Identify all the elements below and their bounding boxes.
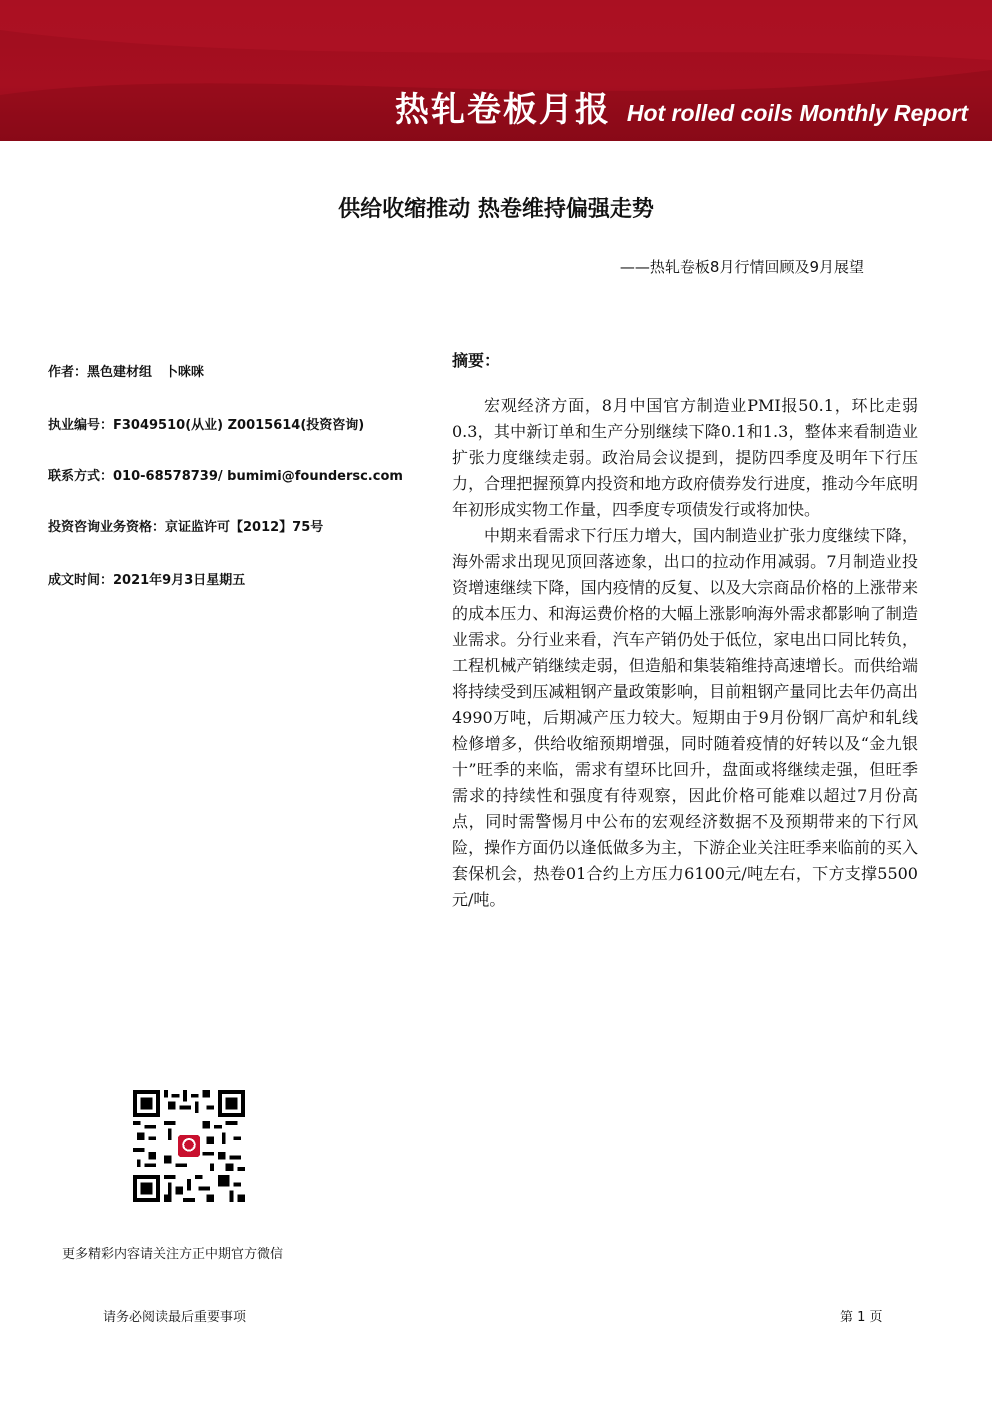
abstract-paragraph: 宏观经济方面，8月中国官方制造业PMI报50.1，环比走弱0.3，其中新订单和生产分别继续下降0.1和1.3，整体来看制造业扩张力度继续走弱。政治局会议提到，提防四季度及明年下行压力，合理把握预算内投资和地方政府债券发行进度，推动今年底明年初形成实物工作量，四季度专项债发行或将加快。 <box>452 396 918 519</box>
banner-title <box>395 82 968 131</box>
footer-notice: 请务必阅读最后重要事项 <box>103 1310 247 1325</box>
abstract-body <box>452 393 918 913</box>
report-subtitle: ——热轧卷板8月行情回顾及9月展望 <box>619 258 864 276</box>
qr-caption: 更多精彩内容请关注方正中期官方微信 <box>62 1247 284 1262</box>
report-title: 供给收缩推动 热卷维持偏强走势 <box>338 197 654 222</box>
author-line: 作者：黑色建材组 卜咪咪 <box>48 365 205 380</box>
publish-date: 成文时间：2021年9月3日星期五 <box>48 573 246 588</box>
license-number: 执业编号：F3049510(从业) Z0015614(投资咨询) <box>48 418 365 433</box>
report-series-title-en: Hot rolled coils Monthly Report <box>626 100 968 126</box>
contact-info: 联系方式：010-68578739/ bumimi@foundersc.com <box>48 469 403 484</box>
abstract-label: 摘要： <box>452 351 501 370</box>
qr-code-icon[interactable] <box>133 1090 245 1202</box>
report-series-title-cn: 热轧卷板月报 <box>394 90 611 130</box>
qualification: 投资咨询业务资格：京证监许可【2012】75号 <box>48 520 324 535</box>
page-number: 第 1 页 <box>840 1310 883 1325</box>
abstract-paragraph: 中期来看需求下行压力增大，国内制造业扩张力度继续下降，海外需求出现见顶回落迹象，出口的拉动作用减弱。7月制造业投资增速继续下降，国内疫情的反复、以及大宗商品价格的上涨带来的成本压力、和海运费价格的大幅上涨影响海外需求都影响了制造业需求。分行业来看，汽车产销仍处于低位，家电出口同比转负，工程机械产销继续走弱，但造船和集装箱维持高速增长。而供给端将持续受到压减粗钢产量政策影响，目前粗钢产量同比去年仍高出4990万吨，后期减产压力较大。短期由于9月份钢厂高炉和轧线检修增多，供给收缩预期增强，同时随着疫情的好转以及“金九银十”旺季的来临，需求有望环比回升，盘面或将继续走强，但旺季需求的持续性和强度有待观察，因此价格可能难以超过7月份高点，同时需警惕月中公布的宏观经济数据不及预期带来的下行风险，操作方面仍以逢低做多为主，下游企业关注旺季来临前的买入套保机会，热卷01合约上方压力6100元/吨左右，下方支撑5500元/吨。 <box>452 526 918 909</box>
header-banner <box>0 0 992 141</box>
